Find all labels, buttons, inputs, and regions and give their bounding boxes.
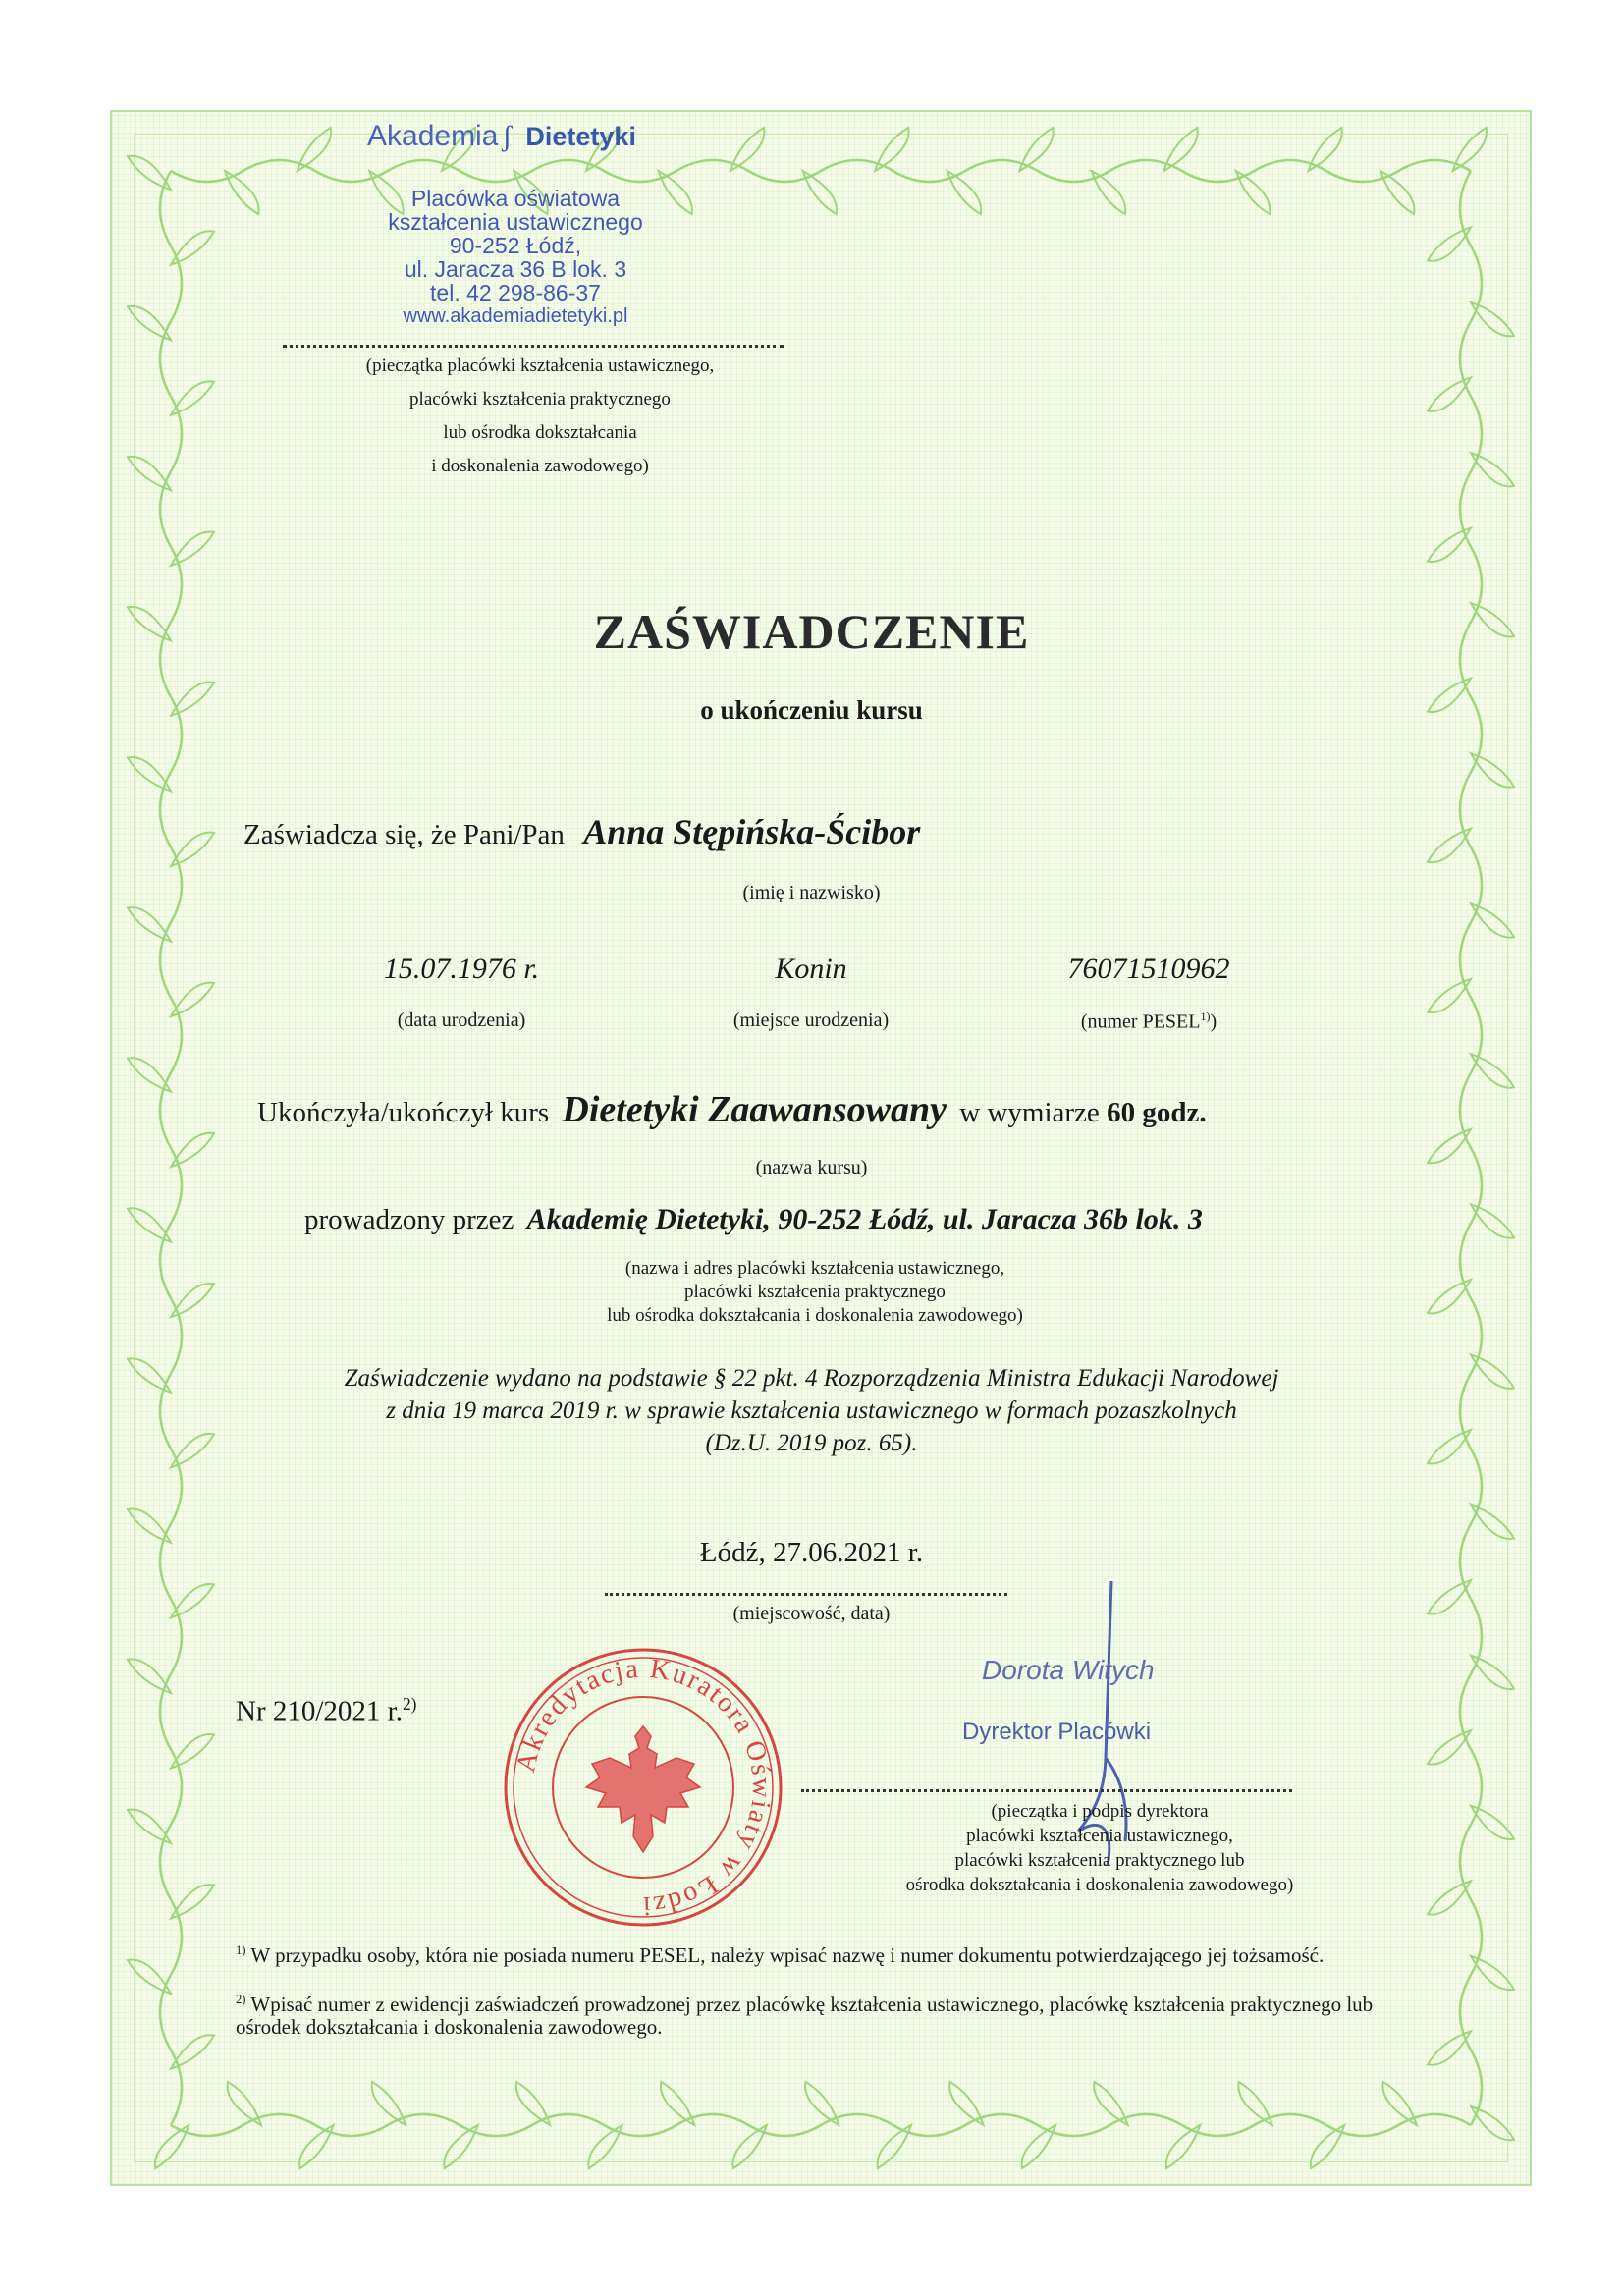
stamp-line: 90-252 Łódź, [449,233,582,258]
organizer-name: Akademię Dietetyki, 90-252 Łódź, ul. Jaracza 36b lok. 3 [526,1203,1203,1235]
organizer-caption-line: lub ośrodka dokształcania i doskonalenia zawodowego) [607,1305,1023,1326]
person-name: Anna Stępińska-Ścibor [583,812,921,851]
footnote-1 [236,1940,1394,1967]
place-date: Łódź, 27.06.2021 r. [699,1537,924,1568]
logo-figure-icon: ʃ [502,120,513,152]
course-line [257,1088,1207,1131]
stamp-line: Placówka oświatowa [410,186,621,211]
person-line [243,811,920,852]
course-name: Dietetyki Zaawansowany [562,1089,947,1130]
person-name-caption: (imię i nazwisko) [742,882,881,903]
place-date-dotted-line [605,1593,1007,1596]
course-hours: 60 godz. [1107,1097,1207,1128]
pesel-caption [1001,1010,1296,1034]
course-span-lead: w wymiarze [959,1097,1100,1128]
stamp-line: kształcenia ustawicznego [388,209,643,235]
birth-date-caption: (data urodzenia) [397,1010,526,1031]
stamp-caption-line: (pieczątka placówki kształcenia ustawicznego, [365,355,715,376]
vine-stem [171,160,1471,182]
signature-caption-line: ośrodka dokształcania i doskonalenia zawodowego) [905,1875,1294,1895]
signature-dotted-line [801,1789,1292,1792]
place-date-caption: (miejscowość, data) [732,1603,891,1624]
curator-seal [496,1640,790,1935]
stamp-line: tel. 42 298-86-37 [430,280,601,305]
school-logo [367,120,691,179]
vine-stem [171,2114,1471,2136]
certificate-number-text: Nr 210/2021 r. [236,1695,403,1727]
pesel-footnote-mark: 1) [1200,1010,1211,1023]
signature-caption [844,1799,1355,1897]
stamp-line: www.akademiadietetyki.pl [403,305,628,327]
pesel-number: 76071510962 [1067,953,1230,985]
certificate-number-footnote-mark: 2) [402,1694,417,1714]
stamp-caption-line: lub ośrodka dokształcania [443,422,637,443]
pesel-caption-text: (numer PESEL [1080,1011,1201,1033]
organizer-lead: prowadzony przez [304,1204,514,1235]
footnote-text: Wpisać numer z ewidencji zaświadczeń prowadzonej przez placówkę kształcenia ustawicznego, placówkę kształcenia praktycznego lub ośrodek dokształcania i doskonalenia zawodowego. [236,1993,1374,2039]
stamp-line: ul. Jaracza 36 B lok. 3 [404,256,627,282]
signature-caption-line: (pieczątka i podpis dyrektora [991,1801,1209,1822]
stamp-caption [245,350,835,483]
signature-caption-line: placówki kształcenia ustawicznego, [966,1826,1233,1846]
footnote-mark: 2) [236,1993,246,2006]
organizer-line [304,1203,1203,1236]
organizer-caption-line: (nazwa i adres placówki kształcenia ustawicznego, [624,1258,1005,1279]
document-subtitle: o ukończeniu kursu [700,695,923,725]
legal-line: z dnia 19 marca 2019 r. w sprawie kształcenia ustawicznego w formach pozaszkolnych [386,1397,1237,1424]
birth-place-caption: (miejsce urodzenia) [732,1010,890,1031]
eagle-icon [586,1726,700,1852]
certificate-number [236,1694,416,1728]
organizer-caption-line: placówki kształcenia praktycznego [684,1282,946,1302]
birth-date: 15.07.1976 r. [383,953,540,985]
footnote-mark: 1) [236,1943,246,1957]
legal-line: Zaświadczenie wydano na podstawie § 22 pkt. 4 Rozporządzenia Ministra Edukacji Narodowej [344,1365,1279,1392]
pesel-caption-close: ) [1210,1011,1217,1033]
course-lead: Ukończyła/ukończył kurs [257,1097,550,1128]
birth-place: Konin [775,953,847,985]
footnote-2 [236,1989,1394,2039]
footnote-text: W przypadku osoby, która nie posiada numeru PESEL, należy wpisać nazwę i numer dokumentu potwierdzającego jej tożsamość. [250,1943,1325,1967]
logo-text-left: Akademia [367,120,499,152]
document-title: ZAŚWIADCZENIE [593,604,1030,659]
stamp-dotted-line [283,345,784,348]
signature-caption-line: placówki kształcenia praktycznego lub [954,1850,1245,1871]
legal-line: (Dz.U. 2019 poz. 65). [705,1430,918,1456]
organizer-caption [471,1257,1159,1328]
stamp-caption-line: placówki kształcenia praktycznego [409,389,671,410]
person-lead: Zaświadcza się, że Pani/Pan [243,819,565,850]
director-signature-name: Dorota Witych [982,1655,1155,1685]
director-role-stamp: Dyrektor Placówki [962,1719,1152,1745]
stamp-caption-line: i doskonalenia zawodowego) [431,456,649,476]
course-name-caption: (nazwa kursu) [755,1157,868,1178]
logo-text-right: Dietetyki [525,122,636,151]
legal-basis [0,1362,1623,1459]
seal-text: Akredytacja Kuratora Oświaty w Łodzi [510,1653,778,1922]
school-stamp [353,187,677,328]
